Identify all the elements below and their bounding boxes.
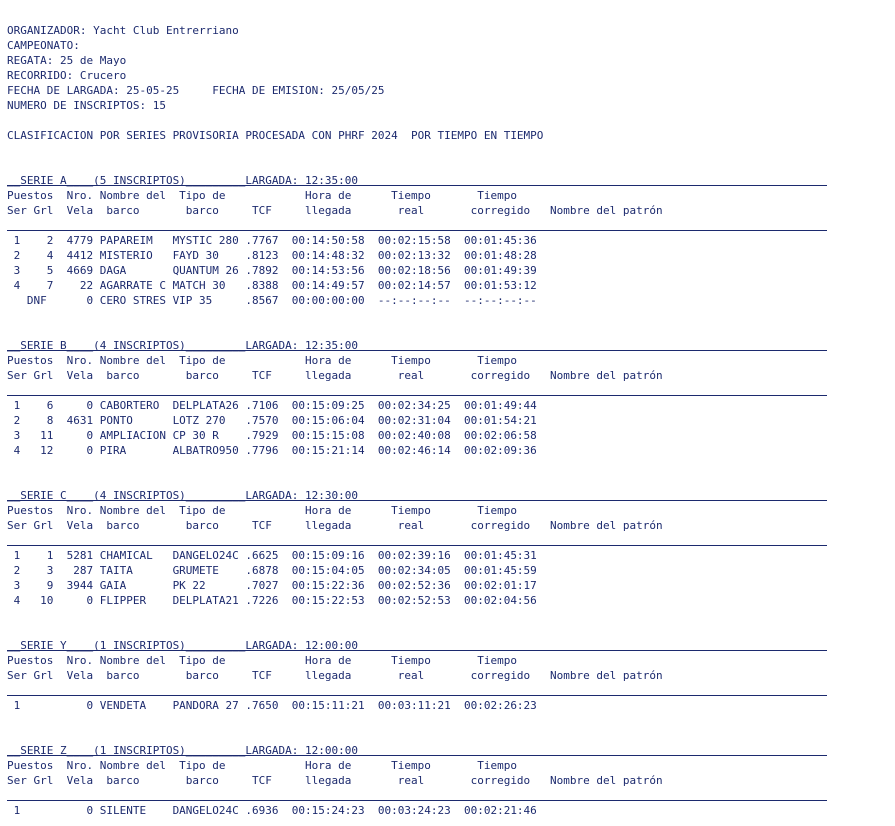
column-header-line-2: Ser Grl Vela barco barco TCF llegada real corregido Nombre del patrón [7, 519, 663, 532]
table-row: 2 3 287 TAITA GRUMETE .6878 00:15:04:05 00:02:34:05 00:01:45:59 [7, 564, 537, 577]
series-title-row [7, 638, 663, 653]
divider-rule [7, 695, 827, 696]
table-row: DNF 0 CERO STRES VIP 35 .8567 00:00:00:00 --:--:--:-- --:--:--:-- [7, 294, 537, 307]
series-title-row [7, 743, 663, 758]
divider-rule [7, 350, 827, 351]
spacer [7, 458, 663, 473]
spacer [7, 143, 663, 158]
dates-line: FECHA DE LARGADA: 25-05-25 FECHA DE EMISION: 25/05/25 [7, 84, 385, 97]
table-row: 3 5 4669 DAGA QUANTUM 26 .7892 00:14:53:56 00:02:18:56 00:01:49:39 [7, 264, 537, 277]
series-section [7, 608, 663, 713]
spacer [7, 608, 663, 623]
divider-rule [7, 545, 827, 546]
regatta-line: REGATA: 25 de Mayo [7, 54, 127, 67]
classification-title: CLASIFICACION POR SERIES PROVISORIA PROCESADA CON PHRF 2024 POR TIEMPO EN TIEMPO [7, 129, 544, 142]
divider-rule [7, 500, 827, 501]
column-header-line-2: Ser Grl Vela barco barco TCF llegada real corregido Nombre del patrón [7, 669, 663, 682]
table-row: 1 1 5281 CHAMICAL DANGELO24C .6625 00:15:09:16 00:02:39:16 00:01:45:31 [7, 549, 537, 562]
spacer [7, 473, 663, 488]
series-title: __SERIE B____(4 INSCRIPTOS)_________LARGADA: 12:35:00 [7, 339, 358, 352]
series-section [7, 713, 663, 818]
organizer-line: ORGANIZADOR: Yacht Club Entrerriano [7, 24, 239, 37]
entries-count-line: NUMERO DE INSCRIPTOS: 15 [7, 99, 166, 112]
table-row: 3 11 0 AMPLIACION CP 30 R .7929 00:15:15:08 00:02:40:08 00:02:06:58 [7, 429, 537, 442]
header-divider-row [7, 533, 663, 548]
table-row: 3 9 3944 GAIA PK 22 .7027 00:15:22:36 00:02:52:36 00:02:01:17 [7, 579, 537, 592]
header-divider-row [7, 683, 663, 698]
spacer [7, 713, 663, 728]
spacer [7, 308, 663, 323]
column-header-line-1: Puestos Nro. Nombre del Tipo de Hora de Tiempo Tiempo [7, 189, 517, 202]
column-header-line-2: Ser Grl Vela barco barco TCF llegada real corregido Nombre del patrón [7, 204, 663, 217]
table-row: 1 0 VENDETA PANDORA 27 .7650 00:15:11:21 00:03:11:21 00:02:26:23 [7, 699, 537, 712]
spacer [7, 113, 663, 128]
series-section [7, 143, 663, 308]
divider-rule [7, 230, 827, 231]
series-title-row [7, 488, 663, 503]
table-row: 1 6 0 CABORTERO DELPLATA26 .7106 00:15:09:25 00:02:34:25 00:01:49:44 [7, 399, 537, 412]
header-divider-row [7, 218, 663, 233]
table-row: 1 0 SILENTE DANGELO24C .6936 00:15:24:23 00:03:24:23 00:02:21:46 [7, 804, 537, 817]
table-row: 4 10 0 FLIPPER DELPLATA21 .7226 00:15:22:53 00:02:52:53 00:02:04:56 [7, 594, 537, 607]
column-header-line-1: Puestos Nro. Nombre del Tipo de Hora de Tiempo Tiempo [7, 759, 517, 772]
table-row: 4 7 22 AGARRATE C MATCH 30 .8388 00:14:49:57 00:02:14:57 00:01:53:12 [7, 279, 537, 292]
divider-rule [7, 650, 827, 651]
series-title: __SERIE Y____(1 INSCRIPTOS)_________LARGADA: 12:00:00 [7, 639, 358, 652]
spacer [7, 728, 663, 743]
column-header-line-2: Ser Grl Vela barco barco TCF llegada real corregido Nombre del patrón [7, 774, 663, 787]
course-line: RECORRIDO: Crucero [7, 69, 127, 82]
divider-rule [7, 395, 827, 396]
divider-rule [7, 185, 827, 186]
spacer [7, 158, 663, 173]
spacer [7, 323, 663, 338]
spacer [7, 623, 663, 638]
series-container [7, 143, 663, 818]
table-row: 4 12 0 PIRA ALBATRO950 .7796 00:15:21:14 00:02:46:14 00:02:09:36 [7, 444, 537, 457]
series-title: __SERIE A____(5 INSCRIPTOS)_________LARGADA: 12:35:00 [7, 174, 358, 187]
championship-line: CAMPEONATO: [7, 39, 80, 52]
series-section [7, 458, 663, 608]
series-title: __SERIE Z____(1 INSCRIPTOS)_________LARGADA: 12:00:00 [7, 744, 358, 757]
table-row: 2 8 4631 PONTO LOTZ 270 .7570 00:15:06:04 00:02:31:04 00:01:54:21 [7, 414, 537, 427]
table-row: 2 4 4412 MISTERIO FAYD 30 .8123 00:14:48:32 00:02:13:32 00:01:48:28 [7, 249, 537, 262]
header-divider-row [7, 788, 663, 803]
divider-rule [7, 755, 827, 756]
divider-rule [7, 800, 827, 801]
column-header-line-2: Ser Grl Vela barco barco TCF llegada real corregido Nombre del patrón [7, 369, 663, 382]
column-header-line-1: Puestos Nro. Nombre del Tipo de Hora de Tiempo Tiempo [7, 654, 517, 667]
table-row: 1 2 4779 PAPAREIM MYSTIC 280 .7767 00:14:50:58 00:02:15:58 00:01:45:36 [7, 234, 537, 247]
regatta-report [7, 23, 663, 818]
series-title-row [7, 338, 663, 353]
header-divider-row [7, 383, 663, 398]
column-header-line-1: Puestos Nro. Nombre del Tipo de Hora de Tiempo Tiempo [7, 504, 517, 517]
series-section [7, 308, 663, 458]
series-title-row [7, 173, 663, 188]
column-header-line-1: Puestos Nro. Nombre del Tipo de Hora de Tiempo Tiempo [7, 354, 517, 367]
series-title: __SERIE C____(4 INSCRIPTOS)_________LARGADA: 12:30:00 [7, 489, 358, 502]
